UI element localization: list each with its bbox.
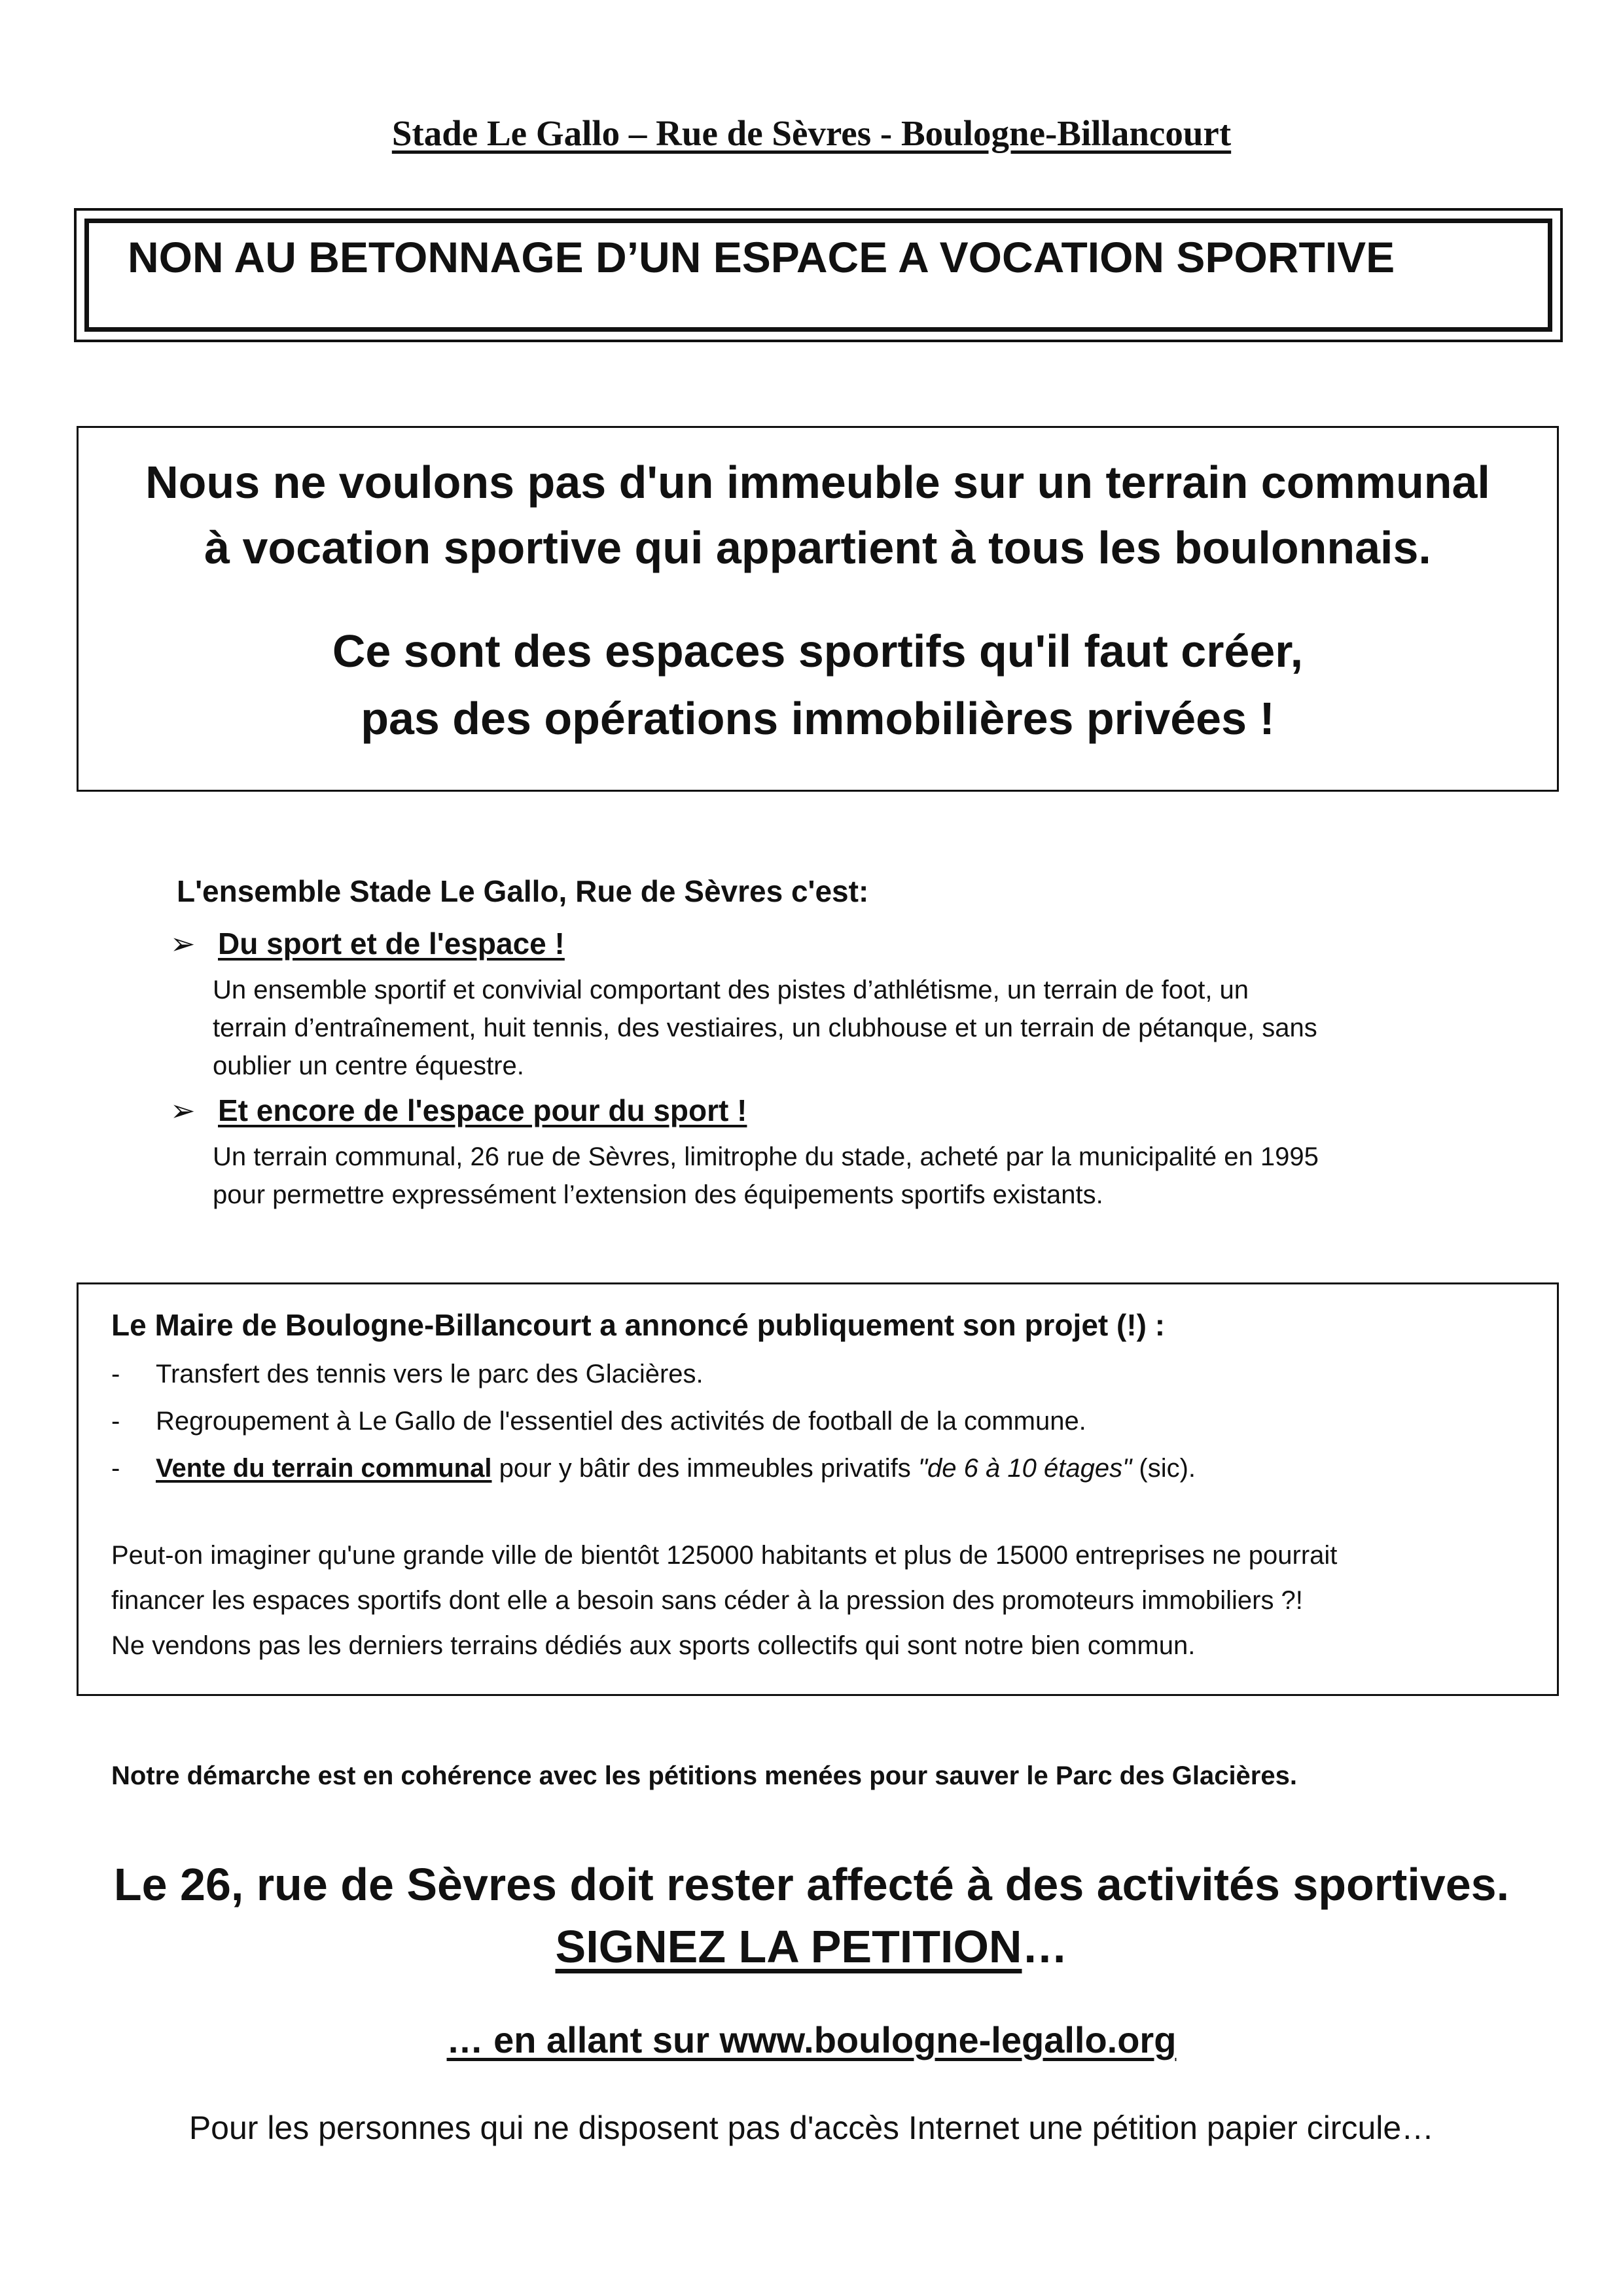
ensemble-intro: L'ensemble Stade Le Gallo, Rue de Sèvres c'est: xyxy=(177,874,869,908)
project-item-text: Regroupement à Le Gallo de l'essentiel des activités de football de la commune. xyxy=(156,1407,1086,1436)
sign-petition-text: SIGNEZ LA PETITION xyxy=(555,1921,1022,1972)
petition-url-link[interactable]: … en allant sur www.boulogne-legallo.org xyxy=(446,2019,1177,2060)
project-item-text: Transfert des tennis vers le parc des Glacières. xyxy=(156,1360,704,1388)
sign-petition-ellipsis: … xyxy=(1022,1921,1068,1972)
mayor-para-line-3: Ne vendons pas les derniers terrains dédiés aux sports collectifs qui sont notre bien commun. xyxy=(111,1631,1196,1660)
project-item-end: (sic). xyxy=(1132,1454,1196,1483)
project-item-quote: "de 6 à 10 étages" xyxy=(918,1454,1132,1483)
project-item-emphasis: Vente du terrain communal xyxy=(156,1454,492,1483)
bullet-item-encore-espace xyxy=(170,1093,747,1128)
bullet-1-line-2: terrain d’entraînement, huit tennis, des vestiaires, un clubhouse et un terrain de pétanque, sans xyxy=(213,1014,1317,1042)
coherence-note: Notre démarche est en cohérence avec les pétitions menées pour sauver le Parc des Glacières. xyxy=(111,1761,1297,1790)
mayor-project-title: Le Maire de Boulogne-Billancourt a annoncé publiquement son projet (!) : xyxy=(111,1308,1166,1342)
statement-line-1: Nous ne voulons pas d'un immeuble sur un terrain communal xyxy=(145,457,1490,508)
bullet-2-line-2: pour permettre expressément l’extension des équipements sportifs existants. xyxy=(213,1180,1103,1209)
project-item-1 xyxy=(111,1360,704,1389)
statement-line-2: à vocation sportive qui appartient à tous les boulonnais. xyxy=(204,522,1431,573)
footer-note: Pour les personnes qui ne disposent pas d'accès Internet une pétition papier circule… xyxy=(188,2110,1435,2146)
bullet-title: Du sport et de l'espace ! xyxy=(218,927,565,961)
dash-bullet: - xyxy=(111,1454,120,1483)
statement-line-3: Ce sont des espaces sportifs qu'il faut créer, xyxy=(332,626,1304,677)
bullet-2-line-1: Un terrain communal, 26 rue de Sèvres, limitrophe du stade, acheté par la municipalité en 1995 xyxy=(213,1142,1319,1171)
call-to-action-line: Le 26, rue de Sèvres doit rester affecté à des activités sportives. xyxy=(113,1859,1510,1910)
project-item-3 xyxy=(111,1454,1196,1483)
dash-bullet: - xyxy=(111,1407,120,1436)
bullet-1-line-3: oublier un centre équestre. xyxy=(213,1051,524,1080)
bullet-title: Et encore de l'espace pour du sport ! xyxy=(218,1093,747,1127)
statement-line-4: pas des opérations immobilières privées ! xyxy=(361,693,1275,744)
sign-petition-line xyxy=(0,1920,1623,1973)
page-header: Stade Le Gallo – Rue de Sèvres - Boulogne-Billancourt xyxy=(391,113,1232,153)
project-item-text: pour y bâtir des immeubles privatifs xyxy=(491,1454,918,1483)
project-item-2 xyxy=(111,1407,1086,1436)
arrow-bullet-icon: ➢ xyxy=(170,927,196,961)
arrow-bullet-icon: ➢ xyxy=(170,1093,196,1127)
bullet-1-line-1: Un ensemble sportif et convivial comportant des pistes d’athlétisme, un terrain de foot, un xyxy=(213,976,1249,1004)
page-title: NON AU BETONNAGE D’UN ESPACE A VOCATION SPORTIVE xyxy=(128,233,1395,281)
bullet-item-sport-espace xyxy=(170,926,565,961)
mayor-para-line-1: Peut-on imaginer qu'une grande ville de bientôt 125000 habitants et plus de 15000 entreprises ne pourrait xyxy=(111,1541,1338,1570)
mayor-para-line-2: financer les espaces sportifs dont elle a besoin sans céder à la pression des promoteurs immobiliers ?! xyxy=(111,1586,1303,1615)
dash-bullet: - xyxy=(111,1360,120,1388)
